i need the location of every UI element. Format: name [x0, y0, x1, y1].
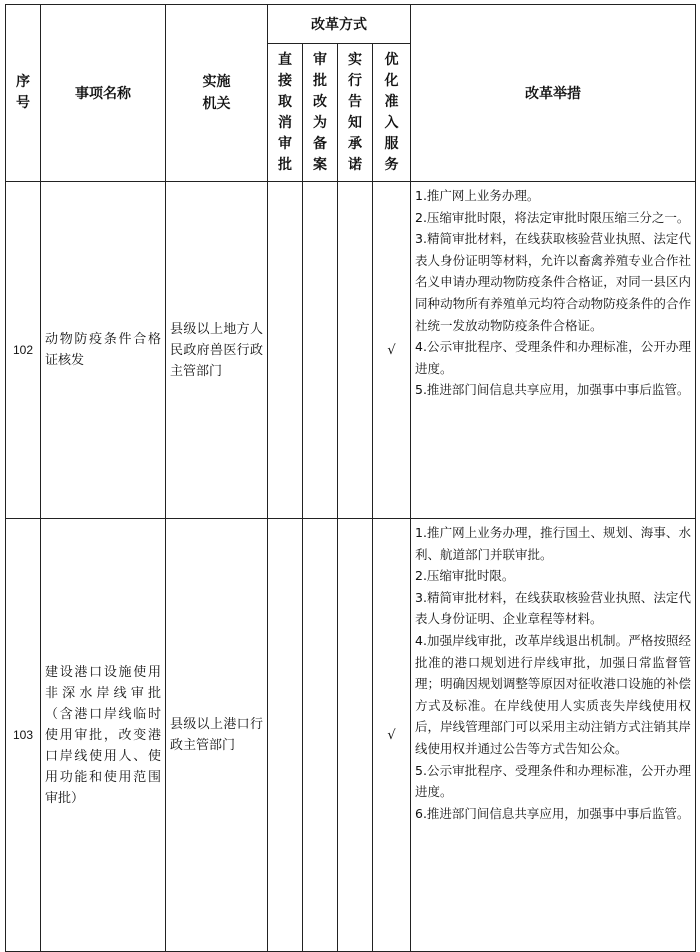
row-item-name: 动物防疫条件合格证核发: [41, 182, 166, 519]
row-commit-mark: [338, 519, 373, 952]
measure-item: 3.精简审批材料，在线获取核验营业执照、法定代表人身份证明等材料，允许以畜禽养殖专业合作社名义申请办理动物防疫条件合格证，对同一县区内同种动物所有养殖单元均符合动物防疫条件的合作社统一发放动物防疫条件合格证。: [415, 231, 691, 333]
row-measures: [411, 182, 696, 519]
header-method-commit: 实行告知承诺: [338, 44, 373, 182]
header-item-name: 事项名称: [41, 5, 166, 182]
measure-item: 2.压缩审批时限，将法定审批时限压缩三分之一。: [415, 209, 690, 225]
header-agency: 实施机关: [166, 5, 268, 182]
row-measures: [411, 519, 696, 952]
measure-item: 2.压缩审批时限。: [415, 568, 515, 584]
reform-table: [5, 4, 696, 952]
row-filing-mark: [303, 182, 338, 519]
header-measures: 改革举措: [411, 5, 696, 182]
header-row-1: [6, 5, 696, 44]
measure-item: 4.公示审批程序、受理条件和办理标准，公开办理进度。: [415, 339, 691, 376]
measure-item: 6.推进部门间信息共享应用，加强事中事后监管。: [415, 805, 690, 821]
header-method-optimize: 优化准入服务: [373, 44, 411, 182]
header-method-filing: 审批改为备案: [303, 44, 338, 182]
row-optimize-mark: √: [373, 182, 411, 519]
measure-item: 5.公示审批程序、受理条件和办理标准，公开办理进度。: [415, 762, 691, 800]
header-method-cancel: 直接取消审批: [268, 44, 303, 182]
row-item-name: 建设港口设施使用非深水岸线审批（含港口岸线临时使用审批，改变港口岸线使用人、使用功能和使用范围审批）: [41, 519, 166, 952]
measure-item: 1.推广网上业务办理。: [415, 188, 540, 203]
row-optimize-mark: √: [373, 519, 411, 952]
row-commit-mark: [338, 182, 373, 519]
row-seq: 102: [6, 182, 41, 519]
header-reform-method: 改革方式: [268, 5, 411, 44]
row-cancel-mark: [268, 182, 303, 519]
row-seq: 103: [6, 519, 41, 952]
row-agency: 县级以上港口行政主管部门: [166, 519, 268, 952]
row-agency: 县级以上地方人民政府兽医行政主管部门: [166, 182, 268, 519]
measure-item: 1.推广网上业务办理，推行国土、规划、海事、水利、航道部门并联审批。: [415, 525, 691, 562]
row-filing-mark: [303, 519, 338, 952]
row-cancel-mark: [268, 519, 303, 952]
header-seq: 序号: [6, 5, 41, 182]
measure-item: 3.精简审批材料，在线获取核验营业执照、法定代表人身份证明、企业章程等材料。: [415, 589, 691, 627]
table-row: [6, 182, 696, 519]
measure-item: 4.加强岸线审批，改革岸线退出机制。严格按照经批准的港口规划进行岸线审批，加强日常监督管理；明确因规划调整等原因对征收港口设施的补偿方式及标准。在岸线使用人实质丧失岸线使用权后，岸线管理部门可以采用主动注销方式注销其岸线使用权并通过公告等方式告知公众。: [415, 632, 691, 756]
measure-item: 5.推进部门间信息共享应用，加强事中事后监管。: [415, 382, 690, 398]
table-row: [6, 519, 696, 952]
